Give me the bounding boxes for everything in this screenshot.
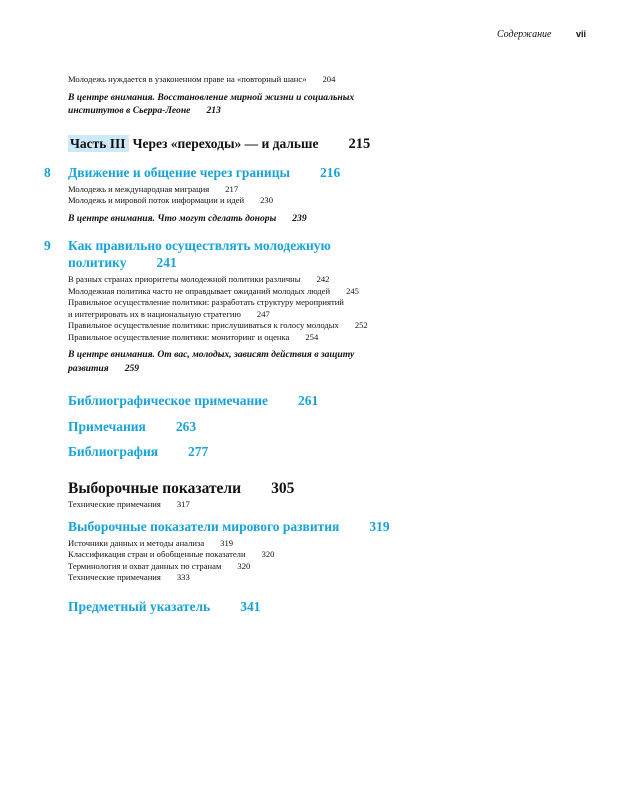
entry-page: 333: [176, 572, 190, 582]
heading-text: Примечания: [68, 419, 146, 434]
entry-text: Технические примечания: [68, 572, 161, 582]
chapter-8-block: [68, 165, 428, 225]
toc-entry[interactable]: [68, 309, 428, 321]
toc-entry[interactable]: [68, 297, 428, 309]
chapter-9-number: 9: [44, 238, 51, 253]
toc-entry[interactable]: [68, 74, 428, 86]
entry-text: В разных странах приоритеты молодежной политики различны: [68, 274, 301, 284]
heading-page: 277: [188, 444, 209, 459]
part-3-heading[interactable]: [68, 136, 488, 153]
entry-page: 217: [225, 183, 239, 194]
entry-page: 254: [305, 331, 319, 342]
entry-page: 204: [322, 74, 336, 84]
entry-text: Молодежь и мировой поток информации и идей: [68, 195, 245, 205]
toc-entry[interactable]: [68, 549, 488, 561]
entry-page: 252: [354, 320, 368, 330]
chapter-title-line-1: Как правильно осуществлять молодежную: [68, 238, 331, 253]
heading-text: Выборочные показатели мирового развития: [68, 519, 340, 534]
focus-entry-sierra-leone[interactable]: [68, 91, 428, 118]
bibliographic-note-heading[interactable]: [68, 393, 428, 410]
focus-entry-youth-action[interactable]: [68, 348, 428, 375]
toc-entry[interactable]: [68, 195, 428, 207]
focus-text: В центре внимания. Что могут сделать доноры: [68, 212, 277, 224]
toc-entry[interactable]: [68, 274, 428, 286]
entry-page: 245: [346, 285, 359, 296]
entry-text: Классификация стран и обобщенные показатели: [68, 549, 246, 559]
toc-entry[interactable]: [68, 332, 428, 344]
focus-page: 259: [124, 362, 140, 374]
running-header: [497, 29, 586, 40]
toc-entry[interactable]: [68, 184, 428, 196]
notes-heading[interactable]: [68, 419, 428, 436]
entry-page: 320: [261, 549, 275, 559]
heading-page: 263: [175, 419, 197, 434]
bibliography-heading[interactable]: [68, 444, 428, 461]
focus-line-1: В центре внимания. От вас, молодых, зависят действия в защиту: [68, 349, 355, 360]
entry-text: Молодежь и международная миграция: [68, 183, 210, 194]
part-label: Часть III: [68, 135, 129, 152]
focus-line-2: институтов в Сьерра-Леоне: [68, 105, 191, 116]
entry-page: 230: [260, 195, 273, 205]
part-title: Через «переходы» — и дальше: [132, 136, 319, 151]
entry-text: Молодежная политика часто не оправдывает ожиданий молодых людей: [68, 285, 331, 296]
chapter-page: 241: [156, 254, 177, 270]
focus-line-1: В центре внимания. Восстановление мирной жизни и социальных: [68, 91, 355, 103]
heading-text: Библиография: [68, 444, 159, 459]
indicators-block: [68, 480, 428, 511]
entry-text: Технические примечания: [68, 499, 161, 509]
toc-entry[interactable]: [68, 499, 428, 511]
focus-page: 213: [206, 105, 221, 116]
chapter-title-text: Движение и общение через границы: [68, 165, 291, 180]
part-page: 215: [348, 136, 371, 152]
heading-page: 341: [240, 599, 261, 614]
entry-page: 320: [237, 560, 251, 571]
entry-text: и интегрировать их в национальную стратегию: [68, 308, 241, 319]
heading-page: 261: [298, 393, 319, 408]
wdi-heading[interactable]: [68, 519, 488, 536]
chapter-8-title[interactable]: [68, 165, 428, 182]
toc-entry[interactable]: [68, 538, 488, 550]
toc-entry[interactable]: [68, 320, 428, 332]
subject-index-heading[interactable]: [68, 599, 428, 616]
heading-page: 305: [271, 480, 295, 497]
heading-text: Библиографическое примечание: [68, 393, 269, 408]
chapter-9-block: [68, 238, 428, 375]
chapter-8-number: 8: [44, 165, 51, 180]
entry-text: Правильное осуществление политики: мониторинг и оценка: [68, 331, 290, 342]
entry-page: 247: [256, 308, 270, 319]
chapter-9-title[interactable]: [68, 238, 428, 271]
focus-line-2: развития: [68, 362, 109, 374]
entry-page: 319: [220, 537, 234, 548]
toc-entry[interactable]: [68, 286, 428, 298]
heading-text: Предметный указатель: [68, 599, 211, 614]
chapter-title-line-2: политику: [68, 254, 127, 270]
toc-entry[interactable]: [68, 572, 488, 584]
heading-page: 319: [369, 519, 390, 534]
heading-text: Выборочные показатели: [68, 480, 242, 497]
entry-text: Молодежь нуждается в узаконенном праве на «повторный шанс»: [68, 74, 307, 84]
wdi-block: [68, 519, 488, 584]
header-section-title: Содержание: [496, 29, 552, 40]
toc-entry[interactable]: [68, 561, 488, 573]
entry-text: Терминология и охват данных по странам: [68, 560, 222, 571]
entry-page: 242: [316, 274, 330, 284]
entry-text: Правильное осуществление политики: разработать структуру мероприятий: [68, 297, 344, 307]
entry-page: 317: [176, 499, 190, 509]
focus-page: 239: [292, 212, 307, 224]
focus-entry-donors[interactable]: [68, 212, 428, 226]
header-page-number: vii: [575, 29, 586, 39]
chapter-page: 216: [320, 165, 341, 180]
indicators-heading[interactable]: [68, 480, 428, 498]
entry-text: Источники данных и методы анализа: [68, 537, 205, 548]
entry-text: Правильное осуществление политики: прислушиваться к голосу молодых: [68, 320, 339, 330]
toc-top-block: [68, 74, 428, 118]
